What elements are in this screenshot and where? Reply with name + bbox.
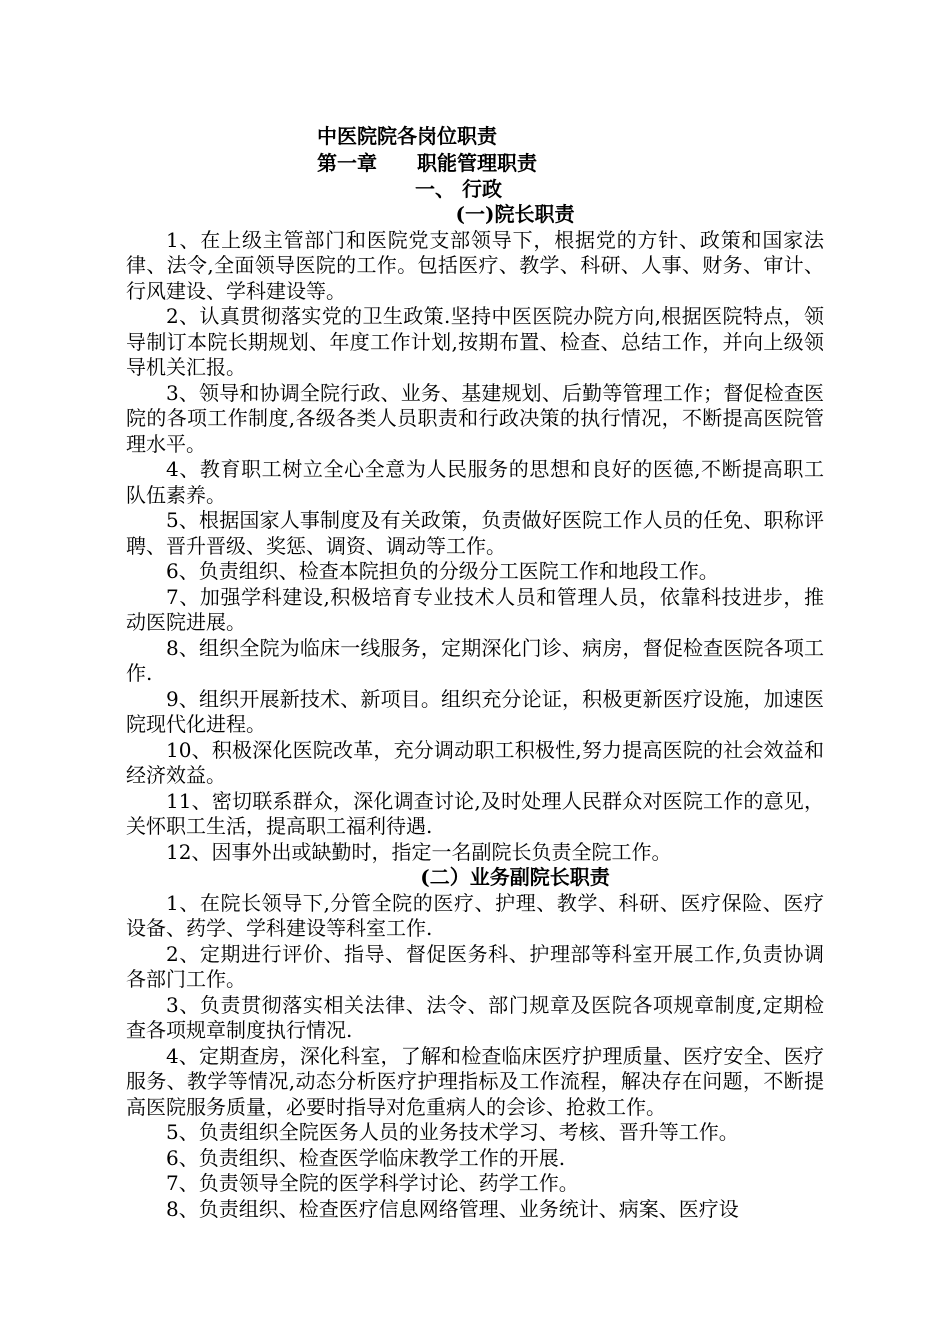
paragraph: 7、加强学科建设,积极培育专业技术人员和管理人员，依靠科技进步，推动医院进展。 xyxy=(126,584,824,634)
paragraph: 8、负责组织、检查医疗信息网络管理、业务统计、病案、医疗设 xyxy=(166,1196,739,1221)
paragraph: 2、认真贯彻落实党的卫生政策.坚持中医医院办院方向,根据医院特点，领导制订本院长期规划、年度工作计划,按期布置、检查、总结工作，并向上级领导机关汇报。 xyxy=(126,304,824,379)
paragraph: 3、领导和协调全院行政、业务、基建规划、后勤等管理工作；督促检查医院的各项工作制度,各级各类人员职责和行政决策的执行情况，不断提高医院管理水平。 xyxy=(126,380,824,456)
paragraph: 5、根据国家人事制度及有关政策，负责做好医院工作人员的任免、职称评聘、晋升晋级、奖惩、调资、调动等工作。 xyxy=(126,508,824,558)
paragraph: 4、定期查房，深化科室，了解和检查临床医疗护理质量、医疗安全、医疗服务、教学等情况,动态分析医疗护理指标及工作流程，解决存在问题，不断提高医院服务质量，必要时指导对危重病人的会诊、抢救工作。 xyxy=(126,1043,824,1119)
paragraph: 5、负责组织全院医务人员的业务技术学习、考核、晋升等工作。 xyxy=(166,1120,739,1144)
paragraph: 6、负责组织、检查本院担负的分级分工医院工作和地段工作。 xyxy=(166,559,719,583)
paragraph: 10、积极深化医院改革，充分调动职工积极性,努力提高医院的社会效益和经济效益。 xyxy=(126,737,824,787)
paragraph: 7、负责领导全院的医学科学讨论、药学工作。 xyxy=(166,1171,579,1195)
document-title: 中医院院各岗位职责 xyxy=(317,124,497,148)
paragraph: 8、组织全院为临床一线服务，定期深化门诊、病房，督促检查医院各项工作. xyxy=(126,635,824,685)
chapter-heading: 第一章 职能管理职责 xyxy=(317,151,537,175)
subsection-heading-president: (一)院长职责 xyxy=(455,202,575,226)
paragraph: 3、负责贯彻落实相关法律、法令、部门规章及医院各项规章制度,定期检查各项规章制度执行情况. xyxy=(126,992,824,1042)
paragraph: 4、教育职工树立全心全意为人民服务的思想和良好的医德,不断提高职工队伍素养。 xyxy=(126,457,824,507)
paragraph: 11、密切联系群众，深化调查讨论,及时处理人民群众对医院工作的意见，关怀职工生活，提高职工福利待遇. xyxy=(126,788,824,838)
paragraph: 1、在上级主管部门和医院党支部领导下，根据党的方针、政策和国家法律、法令,全面领导医院的工作。包括医疗、教学、科研、人事、财务、审计、行风建设、学科建设等。 xyxy=(126,227,824,303)
paragraph: 12、因事外出或缺勤时，指定一名副院长负责全院工作。 xyxy=(166,839,672,864)
paragraph: 9、组织开展新技术、新项目。组织充分论证，积极更新医疗设施，加速医院现代化进程。 xyxy=(126,686,824,736)
section-heading: 一、 行政 xyxy=(415,177,502,201)
paragraph: 2、定期进行评价、指导、督促医务科、护理部等科室开展工作,负责协调各部门工作。 xyxy=(126,941,824,991)
paragraph: 6、负责组织、检查医学临床教学工作的开展. xyxy=(166,1145,566,1170)
paragraph: 1、在院长领导下,分管全院的医疗、护理、教学、科研、医疗保险、医疗设备、药学、学科建设等科室工作. xyxy=(126,890,824,940)
subsection-heading-vice-president: (二）业务副院长职责 xyxy=(420,865,610,889)
document-body xyxy=(126,202,824,1222)
